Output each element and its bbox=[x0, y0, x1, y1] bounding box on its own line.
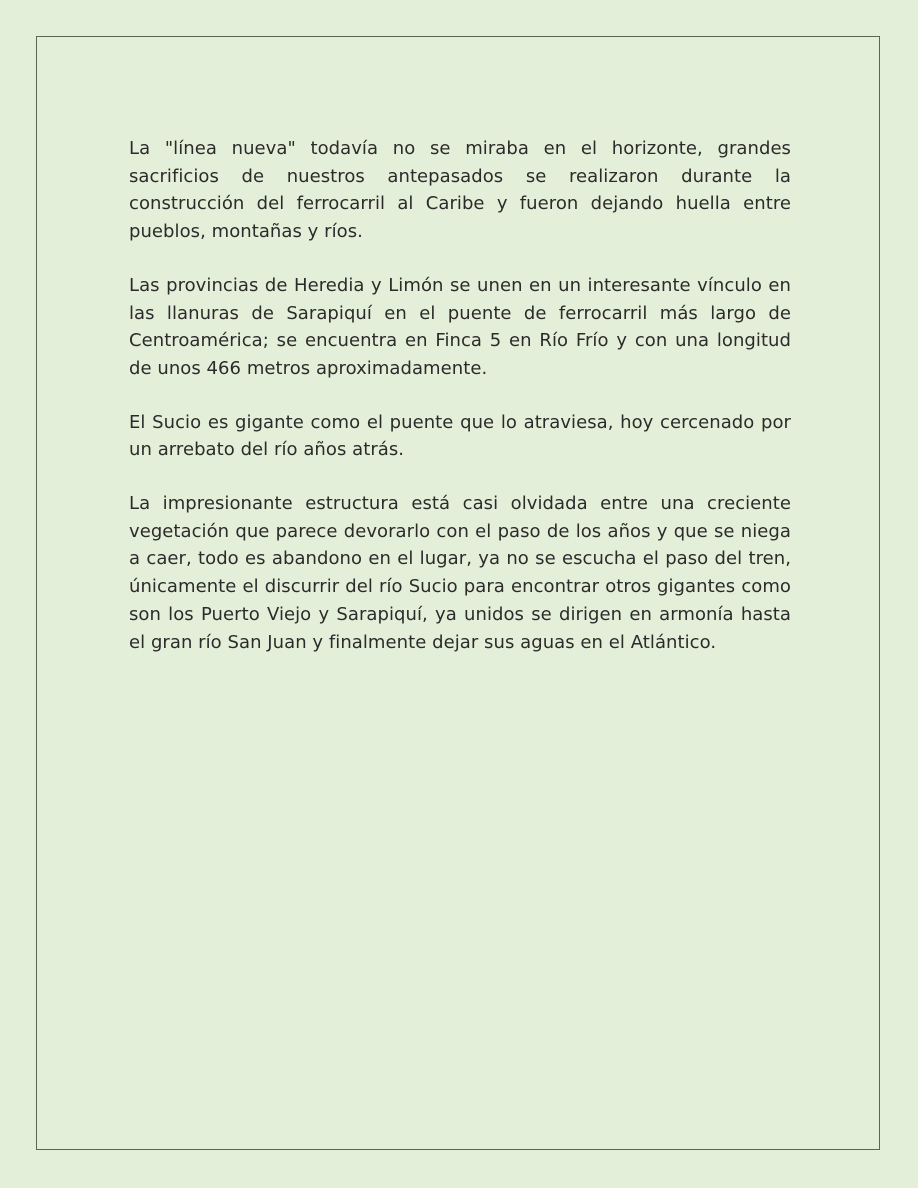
paragraph: El Sucio es gigante como el puente que lo atraviesa, hoy cercenado por un arrebato del río años atrás. bbox=[129, 411, 791, 461]
paragraph: La impresionante estructura está casi olvidada entre una creciente vegetación que parece devorarlo con el paso de los años y que se niega a caer, todo es abandono en el lugar, ya no se escucha el paso del tren, únicamente el discurrir del río Sucio para encontrar otros gigantes como son los Puerto Viejo y Sarapiquí, ya unidos se dirigen en armonía hasta el gran río San Juan y finalmente dejar sus aguas en el Atlántico. bbox=[129, 493, 791, 653]
page-border bbox=[36, 36, 880, 1150]
paragraph: Las provincias de Heredia y Limón se unen en un interesante vínculo en las llanuras de Sarapiquí en el puente de ferrocarril más largo de Centroamérica; se encuentra en Finca 5 en Río Frío y con una longitud de unos 466 metros aproximadamente. bbox=[129, 274, 791, 379]
paragraph: La "línea nueva" todavía no se miraba en el horizonte, grandes sacrificios de nuestros antepasados se realizaron durante la construcción del ferrocarril al Caribe y fueron dejando huella entre pueblos, montañas y ríos. bbox=[129, 138, 791, 243]
document-body bbox=[129, 135, 791, 682]
